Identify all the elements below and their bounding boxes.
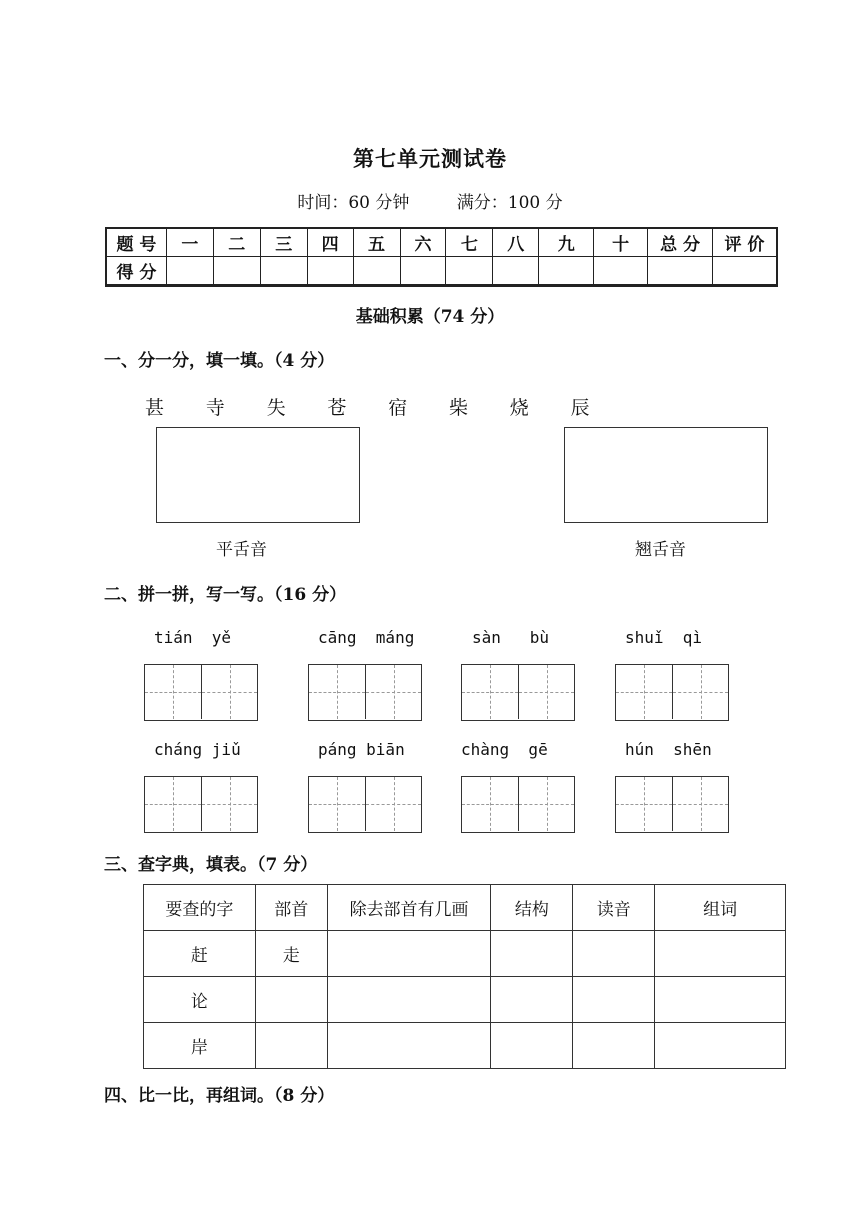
dict-cell[interactable] xyxy=(655,977,786,1023)
pinyin-label: tián yě xyxy=(154,628,232,647)
dict-cell[interactable] xyxy=(255,977,327,1023)
dict-cell[interactable] xyxy=(327,931,491,977)
answer-box-flat-tongue[interactable] xyxy=(156,427,360,523)
table-row xyxy=(144,931,786,977)
score-header-cell: 评 价 xyxy=(712,229,776,257)
char-item: 宿 xyxy=(388,397,408,419)
dict-cell[interactable] xyxy=(655,1023,786,1069)
pinyin-label: cháng jiǔ xyxy=(154,740,241,759)
writing-grid[interactable] xyxy=(615,776,729,833)
char-item: 甚 xyxy=(145,397,165,419)
section4-heading: 四、比一比，再组词。（8 分） xyxy=(104,1086,335,1106)
table-row xyxy=(144,977,786,1023)
pinyin-label: shuǐ qì xyxy=(625,628,703,647)
score-header-cell: 八 xyxy=(493,229,539,257)
dict-header-cell: 部首 xyxy=(255,885,327,931)
char-item: 柴 xyxy=(448,397,468,419)
dict-cell[interactable] xyxy=(491,931,573,977)
score-header-cell: 三 xyxy=(260,229,307,257)
dict-header-cell: 要查的字 xyxy=(144,885,256,931)
pinyin-label: páng biān xyxy=(318,740,405,759)
dict-cell[interactable] xyxy=(327,1023,491,1069)
writing-grid[interactable] xyxy=(308,776,422,833)
section3-heading: 三、查字典，填表。（7 分） xyxy=(104,855,318,875)
score-input-cell[interactable] xyxy=(446,257,493,285)
dict-cell[interactable] xyxy=(573,931,655,977)
score-header-cell: 十 xyxy=(594,229,648,257)
pinyin-label: hún shēn xyxy=(625,740,712,759)
score-header-cell: 题 号 xyxy=(107,229,167,257)
exam-full-score: 满分：100 分 xyxy=(456,193,563,213)
score-input-cell[interactable] xyxy=(307,257,353,285)
answer-box-retroflex[interactable] xyxy=(564,427,768,523)
table-row xyxy=(144,1023,786,1069)
dict-cell[interactable] xyxy=(573,1023,655,1069)
score-input-cell[interactable] xyxy=(712,257,776,285)
score-header-cell: 四 xyxy=(307,229,353,257)
dict-cell: 赶 xyxy=(144,931,256,977)
writing-grid[interactable] xyxy=(461,776,575,833)
score-header-cell: 五 xyxy=(353,229,400,257)
box-label-flat-tongue: 平舌音 xyxy=(216,540,267,560)
section2-heading: 二、拼一拼，写一写。（16 分） xyxy=(104,585,347,605)
score-input-cell[interactable] xyxy=(400,257,446,285)
dict-cell[interactable] xyxy=(327,977,491,1023)
exam-time: 时间：60 分钟 xyxy=(297,193,410,213)
score-input-cell[interactable] xyxy=(539,257,594,285)
score-table-score-row xyxy=(107,257,777,285)
exam-meta xyxy=(0,188,860,213)
page-title: 第七单元测试卷 xyxy=(353,146,507,171)
dict-header-cell: 结构 xyxy=(491,885,573,931)
writing-grid[interactable] xyxy=(308,664,422,721)
section1-chars xyxy=(145,393,631,420)
score-input-cell[interactable] xyxy=(353,257,400,285)
dictionary-table xyxy=(143,884,786,1069)
dict-header-cell: 读音 xyxy=(573,885,655,931)
dict-cell[interactable] xyxy=(491,1023,573,1069)
pinyin-label: sàn bù xyxy=(472,628,550,647)
score-table xyxy=(106,228,777,285)
char-item: 烧 xyxy=(509,397,529,419)
score-input-cell[interactable] xyxy=(213,257,260,285)
score-input-cell[interactable] xyxy=(594,257,648,285)
dict-cell: 论 xyxy=(144,977,256,1023)
writing-grid[interactable] xyxy=(615,664,729,721)
score-header-cell: 七 xyxy=(446,229,493,257)
score-input-cell[interactable] xyxy=(493,257,539,285)
dict-cell[interactable] xyxy=(573,977,655,1023)
dict-header-cell: 除去部首有几画 xyxy=(327,885,491,931)
char-item: 辰 xyxy=(570,397,590,419)
char-item: 寺 xyxy=(205,397,225,419)
section-subtitle: 基础积累（74 分） xyxy=(355,307,505,327)
section1-heading: 一、分一分，填一填。（4 分） xyxy=(104,351,335,371)
dictionary-header-row xyxy=(144,885,786,931)
pinyin-label: cāng máng xyxy=(318,628,415,647)
score-header-cell: 六 xyxy=(400,229,446,257)
score-table-header-row xyxy=(107,229,777,257)
dict-cell[interactable] xyxy=(655,931,786,977)
writing-grid[interactable] xyxy=(461,664,575,721)
dict-cell[interactable] xyxy=(491,977,573,1023)
score-input-cell[interactable] xyxy=(648,257,713,285)
score-header-cell: 九 xyxy=(539,229,594,257)
dict-cell: 走 xyxy=(255,931,327,977)
dict-cell[interactable] xyxy=(255,1023,327,1069)
writing-grid[interactable] xyxy=(144,776,258,833)
score-header-cell: 二 xyxy=(213,229,260,257)
score-row-label: 得 分 xyxy=(107,257,167,285)
writing-grid[interactable] xyxy=(144,664,258,721)
score-header-cell: 一 xyxy=(166,229,213,257)
dict-header-cell: 组词 xyxy=(655,885,786,931)
box-label-retroflex: 翘舌音 xyxy=(635,540,686,560)
score-input-cell[interactable] xyxy=(166,257,213,285)
pinyin-label: chàng gē xyxy=(461,740,548,759)
score-input-cell[interactable] xyxy=(260,257,307,285)
char-item: 失 xyxy=(266,397,286,419)
score-header-cell: 总 分 xyxy=(648,229,713,257)
dict-cell: 岸 xyxy=(144,1023,256,1069)
char-item: 苍 xyxy=(327,397,347,419)
